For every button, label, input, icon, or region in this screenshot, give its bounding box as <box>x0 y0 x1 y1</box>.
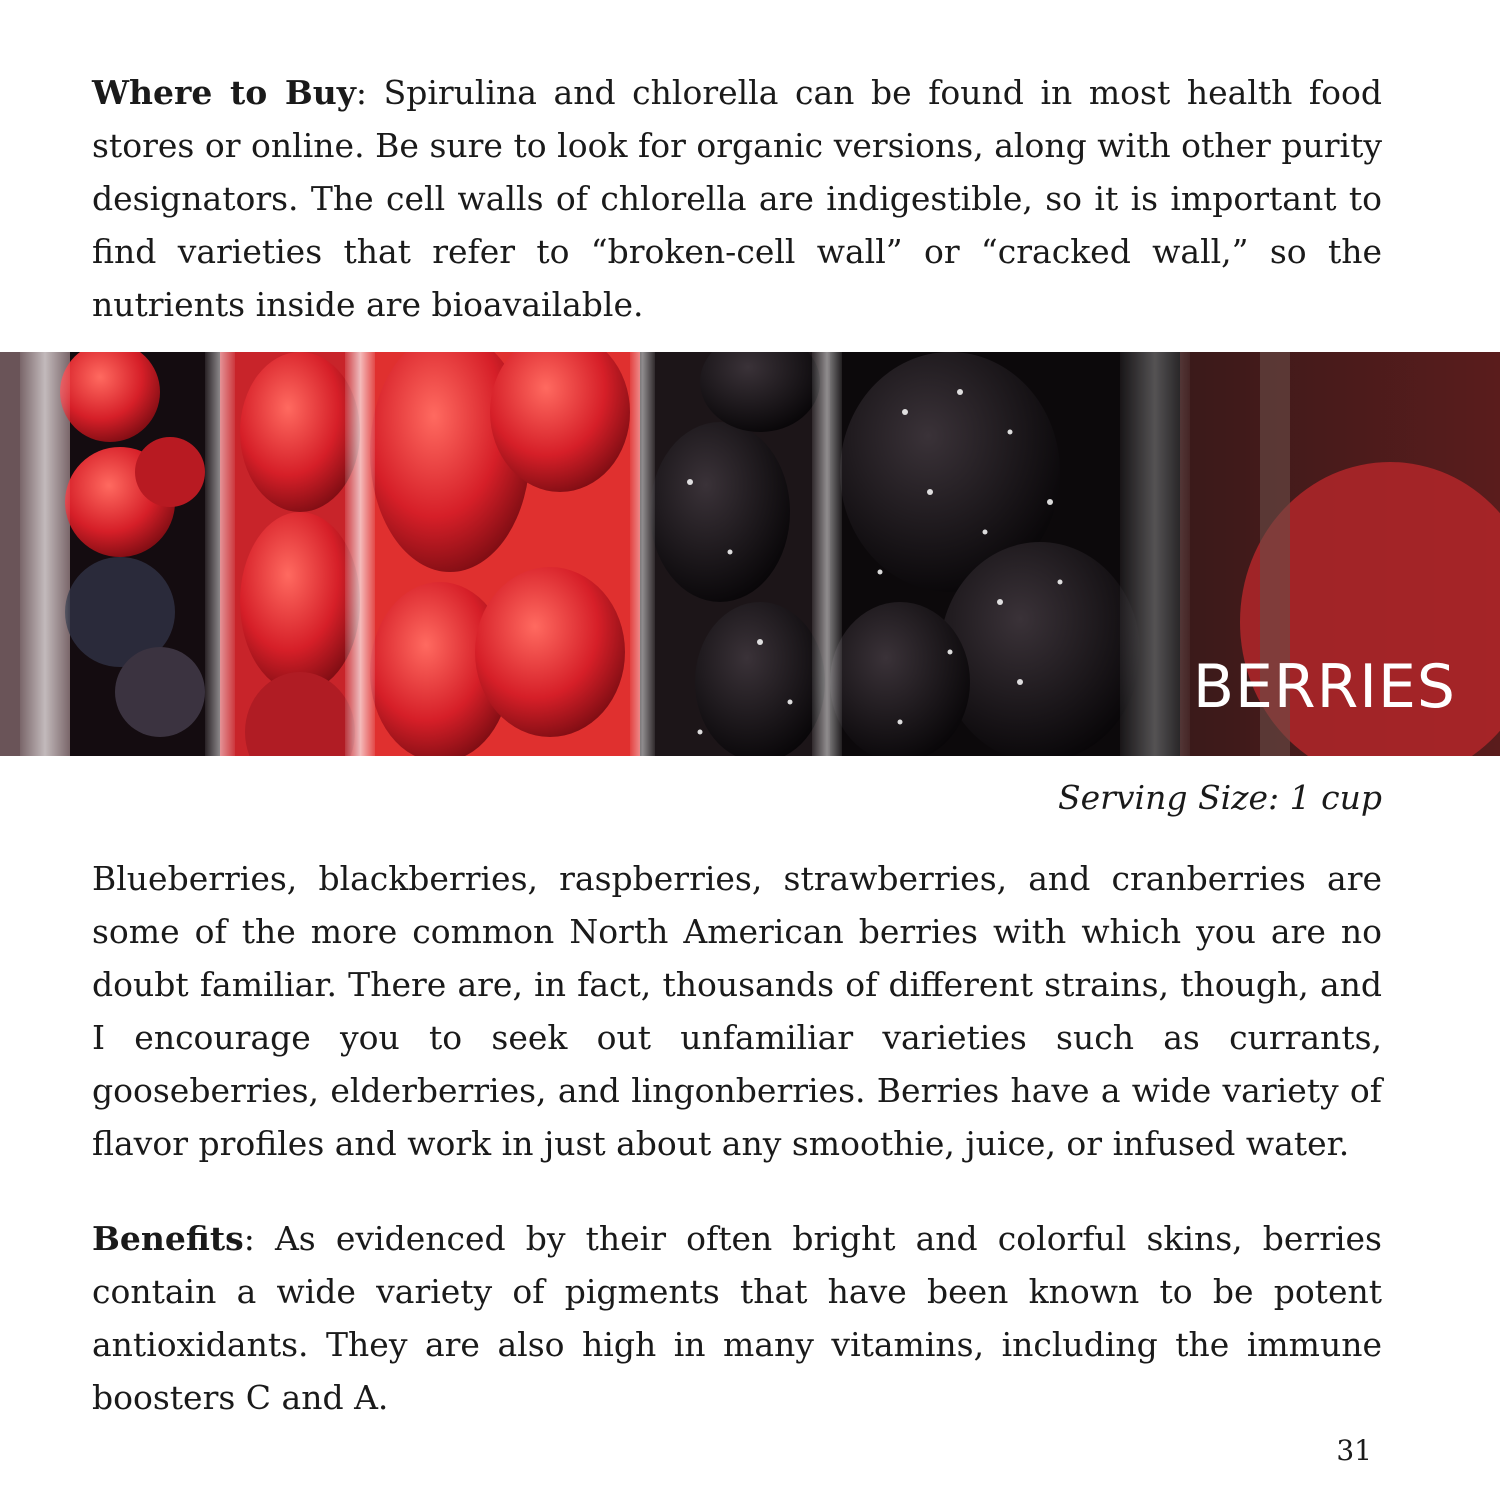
benefits-paragraph <box>92 1212 1382 1424</box>
benefits-text: : As evidenced by their often bright and colorful skins, berries contain a wide variety of pigments that have been known to be potent antioxidants. They are also high in many vitamins, including the immune boosters C and A. <box>92 1219 1382 1417</box>
benefits-label: Benefits <box>92 1219 244 1258</box>
intro-paragraph: Blueberries, blackberries, raspberries, strawberries, and cranberries are some of the more common North American berries with which you are no doubt familiar. There are, in fact, thousands of different strains, though, and I encourage you to seek out unfamiliar varieties such as currants, gooseberries, elderberries, and lingonberries. Berries have a wide variety of flavor profiles and work in just about any smoothie, juice, or infused water. <box>92 859 1382 1163</box>
where-to-buy-text: : Spirulina and chlorella can be found in most health food stores or online. Be sure to look for organic versions, along with other purity designators. The cell walls of chlorella are indigestible, so it is important to find varieties that refer to “broken-cell wall” or “cracked wall,” so the nutrients inside are bioavailable. <box>92 73 1382 324</box>
page-number: 31 <box>1336 1434 1372 1467</box>
where-to-buy-paragraph <box>92 66 1382 331</box>
banner-title: BERRIES <box>1192 652 1456 722</box>
serving-size: Serving Size: 1 cup <box>1057 778 1382 817</box>
where-to-buy-label: Where to Buy <box>92 73 356 112</box>
